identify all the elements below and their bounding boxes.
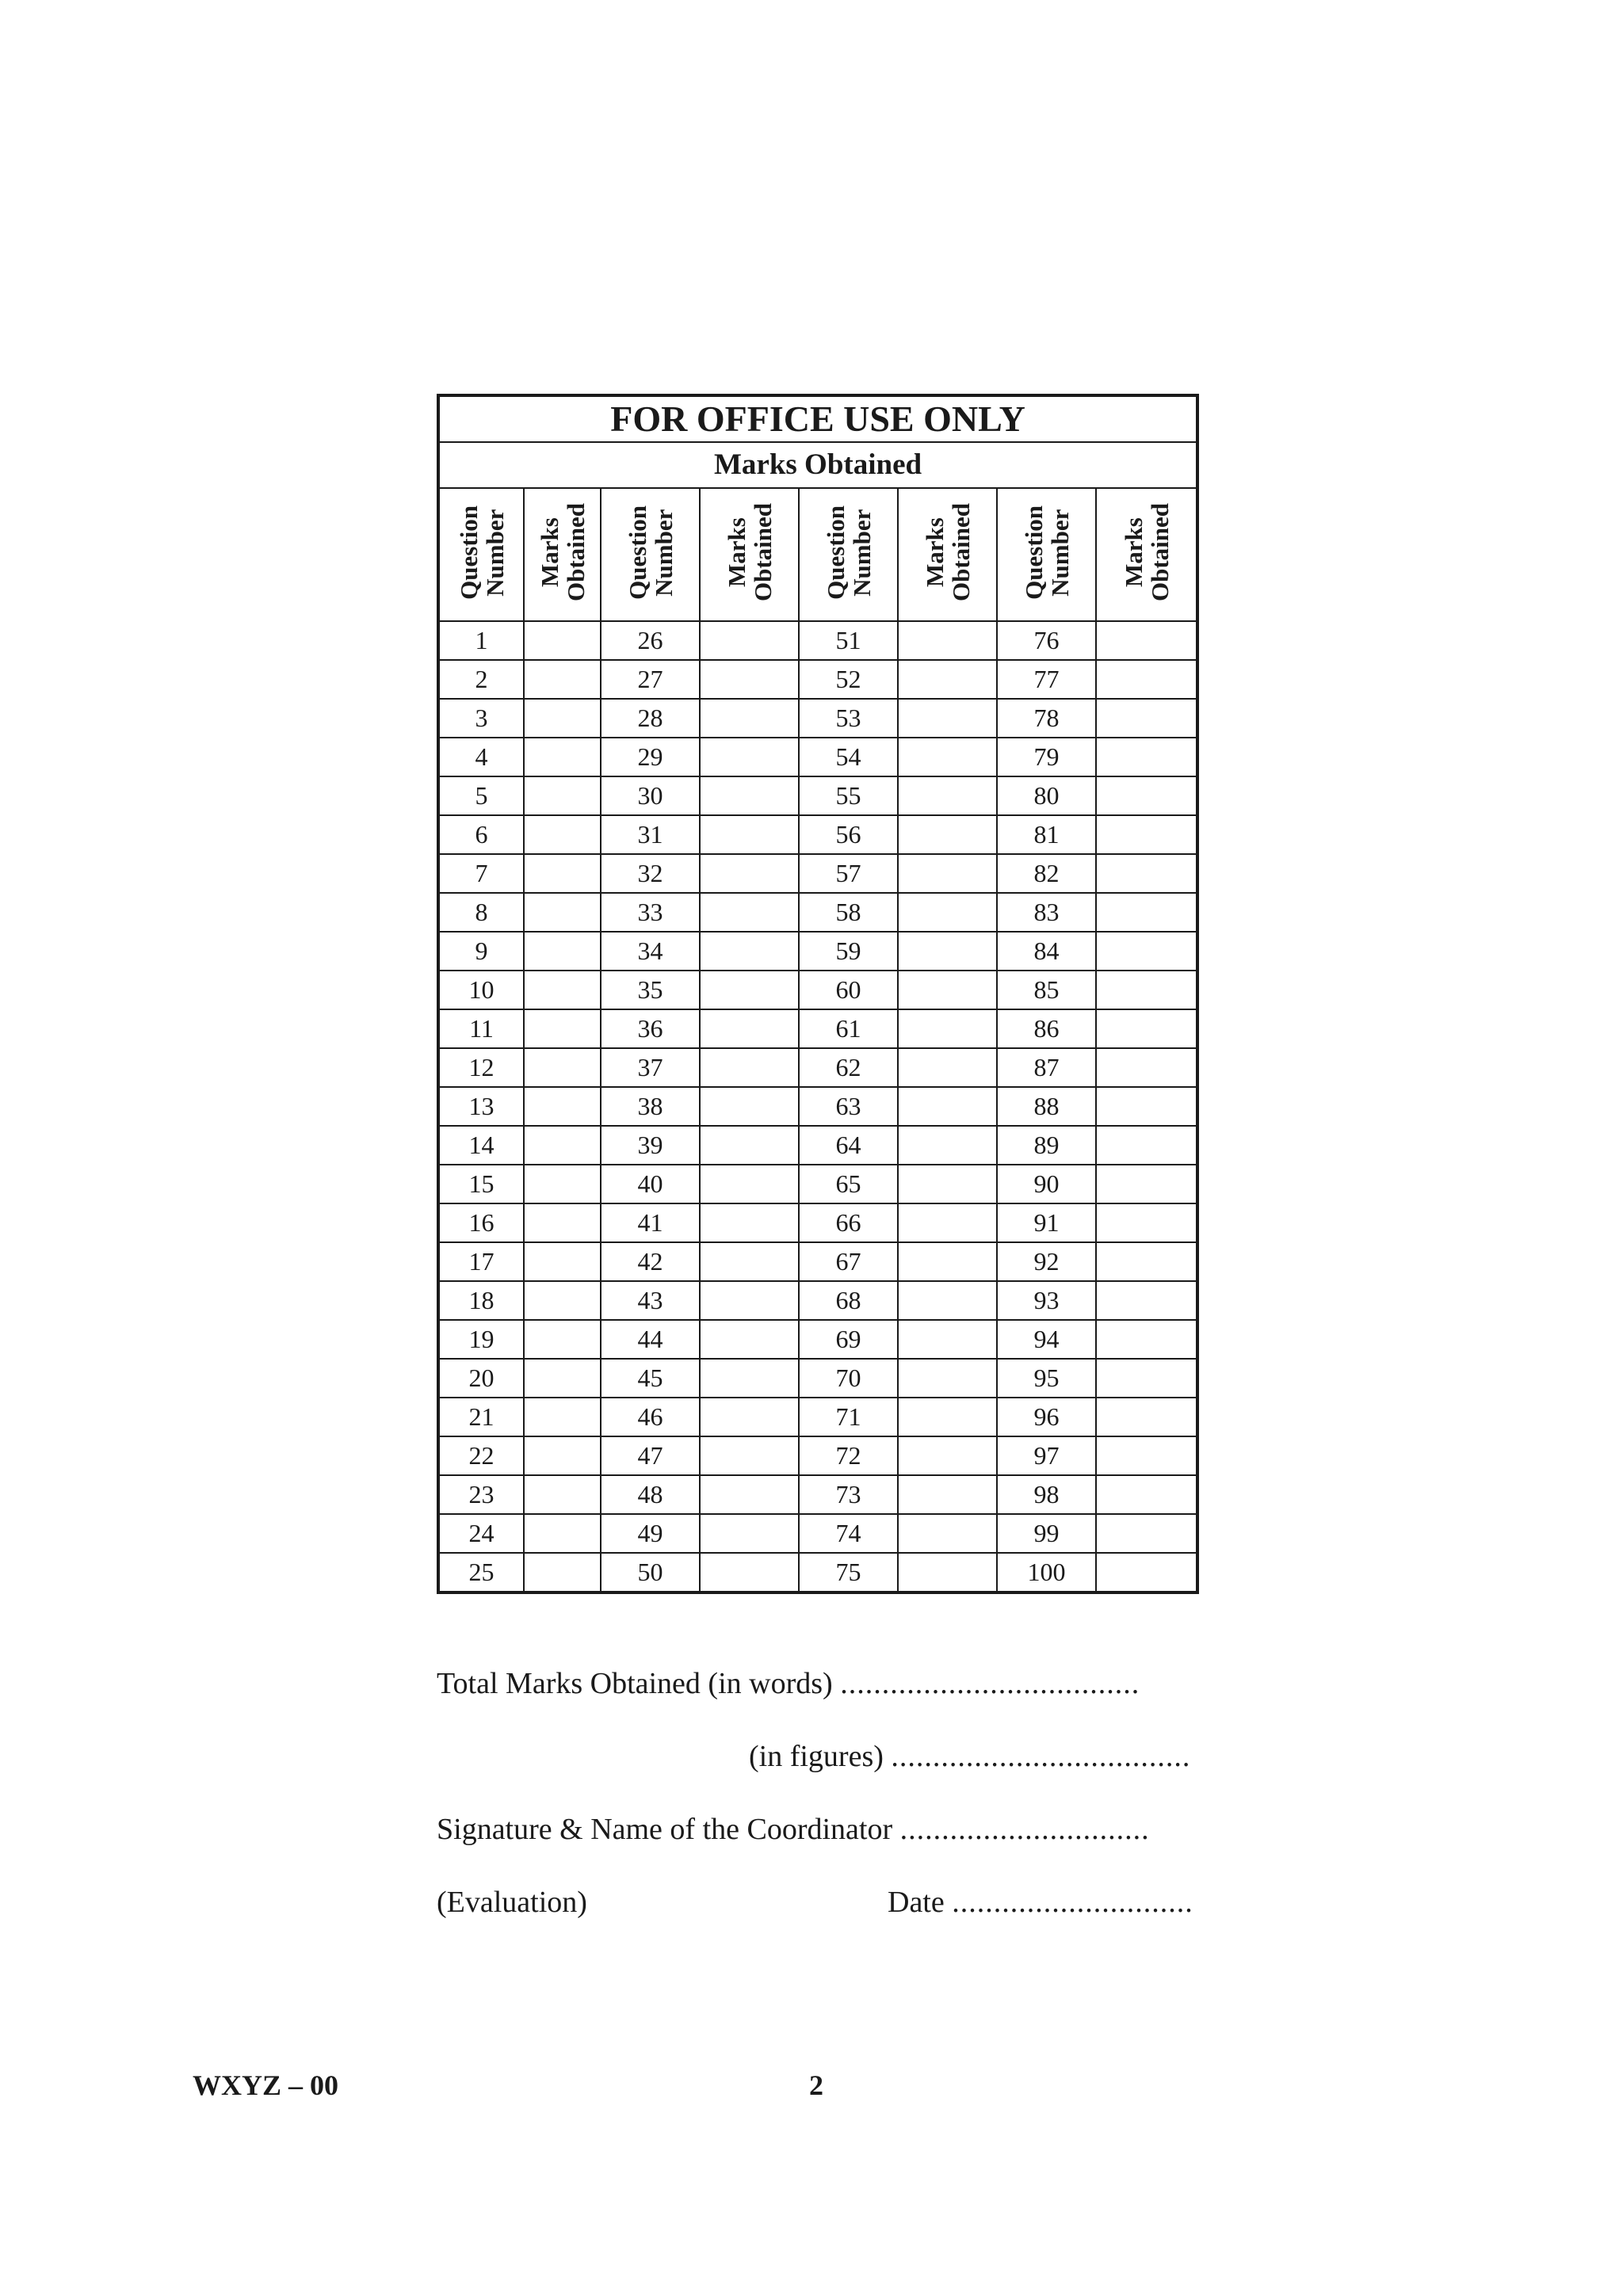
marks-obtained-cell[interactable] bbox=[1096, 1126, 1197, 1165]
question-number-cell: 70 bbox=[799, 1359, 898, 1398]
question-number-cell: 81 bbox=[997, 815, 1096, 854]
marks-obtained-cell[interactable] bbox=[1096, 1281, 1197, 1320]
question-number-cell: 15 bbox=[438, 1165, 524, 1203]
question-number-cell: 4 bbox=[438, 738, 524, 776]
question-number-cell: 89 bbox=[997, 1126, 1096, 1165]
question-number-cell: 97 bbox=[997, 1436, 1096, 1475]
question-number-cell: 87 bbox=[997, 1048, 1096, 1087]
question-number-cell: 75 bbox=[799, 1553, 898, 1592]
marks-obtained-cell[interactable] bbox=[700, 1009, 799, 1048]
table-row bbox=[438, 738, 1197, 776]
marks-obtained-cell[interactable] bbox=[700, 660, 799, 699]
marks-obtained-cell[interactable] bbox=[898, 621, 997, 660]
question-number-cell: 91 bbox=[997, 1203, 1096, 1242]
table-row bbox=[438, 854, 1197, 893]
question-number-cell: 78 bbox=[997, 699, 1096, 738]
question-number-cell: 5 bbox=[438, 776, 524, 815]
question-number-cell: 9 bbox=[438, 932, 524, 971]
marks-obtained-cell[interactable] bbox=[700, 854, 799, 893]
question-number-cell: 21 bbox=[438, 1398, 524, 1436]
table-row bbox=[438, 1087, 1197, 1126]
question-number-cell: 33 bbox=[601, 893, 700, 932]
marks-obtained-cell[interactable] bbox=[524, 1087, 601, 1126]
question-number-cell: 67 bbox=[799, 1242, 898, 1281]
marks-obtained-cell[interactable] bbox=[898, 738, 997, 776]
question-number-cell: 59 bbox=[799, 932, 898, 971]
marks-obtained-cell[interactable] bbox=[700, 1281, 799, 1320]
marks-obtained-header bbox=[898, 488, 997, 621]
marks-obtained-cell[interactable] bbox=[700, 932, 799, 971]
question-number-cell: 18 bbox=[438, 1281, 524, 1320]
question-number-cell: 44 bbox=[601, 1320, 700, 1359]
evaluation-label: (Evaluation) bbox=[437, 1886, 587, 1919]
marks-obtained-cell[interactable] bbox=[1096, 1553, 1197, 1592]
table-row bbox=[438, 776, 1197, 815]
table-row bbox=[438, 1436, 1197, 1475]
total-figures-label: (in figures) bbox=[749, 1740, 884, 1773]
question-number-cell: 36 bbox=[601, 1009, 700, 1048]
question-number-cell: 100 bbox=[997, 1553, 1096, 1592]
marks-obtained-cell[interactable] bbox=[700, 1398, 799, 1436]
table-row bbox=[438, 1048, 1197, 1087]
marks-obtained-cell[interactable] bbox=[524, 1475, 601, 1514]
table-row bbox=[438, 1514, 1197, 1553]
question-number-header bbox=[601, 488, 700, 621]
question-number-cell: 69 bbox=[799, 1320, 898, 1359]
question-number-cell: 8 bbox=[438, 893, 524, 932]
table-row bbox=[438, 1398, 1197, 1436]
marks-obtained-cell[interactable] bbox=[700, 1320, 799, 1359]
column-header-label: Marks Obtained bbox=[920, 503, 975, 602]
question-number-cell: 2 bbox=[438, 660, 524, 699]
marks-obtained-cell[interactable] bbox=[524, 1242, 601, 1281]
marks-obtained-cell[interactable] bbox=[700, 1087, 799, 1126]
marks-obtained-cell[interactable] bbox=[524, 1126, 601, 1165]
table-row bbox=[438, 1359, 1197, 1398]
question-number-cell: 16 bbox=[438, 1203, 524, 1242]
table-row bbox=[438, 932, 1197, 971]
marks-obtained-cell[interactable] bbox=[700, 621, 799, 660]
marks-obtained-cell[interactable] bbox=[524, 1514, 601, 1553]
marks-obtained-cell[interactable] bbox=[700, 815, 799, 854]
question-number-cell: 54 bbox=[799, 738, 898, 776]
question-number-cell: 94 bbox=[997, 1320, 1096, 1359]
marks-obtained-cell[interactable] bbox=[1096, 776, 1197, 815]
office-use-table bbox=[437, 394, 1199, 1594]
marks-obtained-cell[interactable] bbox=[700, 1126, 799, 1165]
question-number-cell: 66 bbox=[799, 1203, 898, 1242]
marks-obtained-cell[interactable] bbox=[524, 815, 601, 854]
marks-obtained-cell[interactable] bbox=[1096, 1475, 1197, 1514]
marks-obtained-cell[interactable] bbox=[700, 971, 799, 1009]
marks-obtained-cell[interactable] bbox=[700, 1436, 799, 1475]
column-header-label: Marks Obtained bbox=[722, 503, 777, 602]
marks-obtained-cell[interactable] bbox=[1096, 1398, 1197, 1436]
marks-obtained-cell[interactable] bbox=[898, 1436, 997, 1475]
marks-obtained-cell[interactable] bbox=[524, 776, 601, 815]
question-number-cell: 7 bbox=[438, 854, 524, 893]
question-number-cell: 88 bbox=[997, 1087, 1096, 1126]
marks-obtained-cell[interactable] bbox=[898, 1203, 997, 1242]
marks-obtained-cell[interactable] bbox=[898, 1514, 997, 1553]
total-words-label: Total Marks Obtained (in words) bbox=[437, 1667, 833, 1700]
marks-obtained-cell[interactable] bbox=[700, 1048, 799, 1087]
question-number-cell: 41 bbox=[601, 1203, 700, 1242]
question-number-cell: 82 bbox=[997, 854, 1096, 893]
question-number-cell: 57 bbox=[799, 854, 898, 893]
marks-obtained-cell[interactable] bbox=[524, 1436, 601, 1475]
marks-obtained-cell[interactable] bbox=[1096, 1009, 1197, 1048]
column-header-label: Question Number bbox=[1019, 505, 1074, 600]
date-field[interactable]: ............................. bbox=[952, 1886, 1193, 1919]
marks-obtained-cell[interactable] bbox=[700, 738, 799, 776]
marks-obtained-cell[interactable] bbox=[700, 1203, 799, 1242]
total-figures-field[interactable]: .................................... bbox=[891, 1740, 1191, 1773]
question-number-cell: 52 bbox=[799, 660, 898, 699]
question-number-cell: 96 bbox=[997, 1398, 1096, 1436]
table-row bbox=[438, 893, 1197, 932]
column-header-label: Question Number bbox=[821, 505, 876, 600]
marks-obtained-cell[interactable] bbox=[1096, 815, 1197, 854]
question-number-cell: 48 bbox=[601, 1475, 700, 1514]
question-number-cell: 56 bbox=[799, 815, 898, 854]
marks-obtained-header bbox=[700, 488, 799, 621]
marks-obtained-cell[interactable] bbox=[1096, 1359, 1197, 1398]
marks-obtained-cell[interactable] bbox=[700, 1242, 799, 1281]
question-number-cell: 34 bbox=[601, 932, 700, 971]
question-number-cell: 74 bbox=[799, 1514, 898, 1553]
paper-code: WXYZ – 00 bbox=[193, 2069, 339, 2101]
question-number-cell: 1 bbox=[438, 621, 524, 660]
table-row bbox=[438, 699, 1197, 738]
question-number-cell: 28 bbox=[601, 699, 700, 738]
table-row bbox=[438, 1475, 1197, 1514]
marks-obtained-cell[interactable] bbox=[700, 699, 799, 738]
question-number-cell: 50 bbox=[601, 1553, 700, 1592]
marks-obtained-cell[interactable] bbox=[700, 1359, 799, 1398]
question-number-cell: 92 bbox=[997, 1242, 1096, 1281]
column-header-label: Question Number bbox=[454, 505, 509, 600]
question-number-cell: 30 bbox=[601, 776, 700, 815]
marks-obtained-cell[interactable] bbox=[524, 932, 601, 971]
question-number-cell: 64 bbox=[799, 1126, 898, 1165]
question-number-cell: 3 bbox=[438, 699, 524, 738]
form-title: FOR OFFICE USE ONLY bbox=[438, 395, 1197, 442]
question-number-cell: 90 bbox=[997, 1165, 1096, 1203]
question-number-cell: 31 bbox=[601, 815, 700, 854]
table-row bbox=[438, 1009, 1197, 1048]
question-number-cell: 24 bbox=[438, 1514, 524, 1553]
marks-obtained-cell[interactable] bbox=[898, 1048, 997, 1087]
question-number-cell: 26 bbox=[601, 621, 700, 660]
marks-obtained-cell[interactable] bbox=[524, 621, 601, 660]
marks-obtained-cell[interactable] bbox=[898, 893, 997, 932]
marks-obtained-cell[interactable] bbox=[524, 1320, 601, 1359]
total-marks-figures-line bbox=[749, 1738, 1190, 1775]
table-row bbox=[438, 815, 1197, 854]
question-number-cell: 49 bbox=[601, 1514, 700, 1553]
marks-obtained-cell[interactable] bbox=[1096, 1242, 1197, 1281]
page-number: 2 bbox=[809, 2069, 823, 2101]
marks-obtained-cell[interactable] bbox=[1096, 1048, 1197, 1087]
marks-obtained-cell[interactable] bbox=[898, 660, 997, 699]
question-number-cell: 61 bbox=[799, 1009, 898, 1048]
marks-obtained-cell[interactable] bbox=[898, 1398, 997, 1436]
question-number-cell: 85 bbox=[997, 971, 1096, 1009]
marks-obtained-cell[interactable] bbox=[524, 738, 601, 776]
marks-obtained-cell[interactable] bbox=[898, 1359, 997, 1398]
marks-obtained-cell[interactable] bbox=[1096, 1165, 1197, 1203]
question-number-cell: 32 bbox=[601, 854, 700, 893]
marks-obtained-cell[interactable] bbox=[524, 854, 601, 893]
question-number-cell: 77 bbox=[997, 660, 1096, 699]
marks-obtained-cell[interactable] bbox=[898, 1165, 997, 1203]
question-number-cell: 10 bbox=[438, 971, 524, 1009]
question-number-cell: 84 bbox=[997, 932, 1096, 971]
marks-obtained-cell[interactable] bbox=[1096, 699, 1197, 738]
marks-obtained-cell[interactable] bbox=[1096, 893, 1197, 932]
question-number-cell: 65 bbox=[799, 1165, 898, 1203]
question-number-cell: 6 bbox=[438, 815, 524, 854]
question-number-cell: 12 bbox=[438, 1048, 524, 1087]
question-number-cell: 46 bbox=[601, 1398, 700, 1436]
marks-obtained-cell[interactable] bbox=[1096, 660, 1197, 699]
marks-obtained-cell[interactable] bbox=[1096, 621, 1197, 660]
question-number-cell: 68 bbox=[799, 1281, 898, 1320]
question-number-header bbox=[438, 488, 524, 621]
question-number-cell: 19 bbox=[438, 1320, 524, 1359]
question-number-cell: 93 bbox=[997, 1281, 1096, 1320]
question-number-cell: 29 bbox=[601, 738, 700, 776]
question-number-cell: 38 bbox=[601, 1087, 700, 1126]
marks-obtained-cell[interactable] bbox=[898, 815, 997, 854]
question-number-cell: 17 bbox=[438, 1242, 524, 1281]
question-number-cell: 20 bbox=[438, 1359, 524, 1398]
marks-obtained-cell[interactable] bbox=[700, 1553, 799, 1592]
signature-label: Signature & Name of the Coordinator bbox=[437, 1813, 893, 1846]
total-words-field[interactable]: .................................... bbox=[840, 1667, 1140, 1700]
marks-obtained-cell[interactable] bbox=[898, 1320, 997, 1359]
marks-obtained-cell[interactable] bbox=[1096, 854, 1197, 893]
date-label: Date bbox=[888, 1886, 945, 1919]
question-number-cell: 42 bbox=[601, 1242, 700, 1281]
question-number-header bbox=[997, 488, 1096, 621]
marks-obtained-cell[interactable] bbox=[898, 971, 997, 1009]
table-row bbox=[438, 1126, 1197, 1165]
marks-obtained-cell[interactable] bbox=[524, 660, 601, 699]
question-number-cell: 76 bbox=[997, 621, 1096, 660]
marks-obtained-cell[interactable] bbox=[898, 699, 997, 738]
marks-obtained-cell[interactable] bbox=[1096, 1436, 1197, 1475]
marks-obtained-cell[interactable] bbox=[898, 1126, 997, 1165]
table-row bbox=[438, 971, 1197, 1009]
question-number-cell: 95 bbox=[997, 1359, 1096, 1398]
marks-obtained-cell[interactable] bbox=[1096, 1514, 1197, 1553]
marks-obtained-cell[interactable] bbox=[524, 1398, 601, 1436]
marks-obtained-cell[interactable] bbox=[1096, 971, 1197, 1009]
marks-obtained-header bbox=[1096, 488, 1197, 621]
table-row bbox=[438, 621, 1197, 660]
marks-obtained-cell[interactable] bbox=[898, 1475, 997, 1514]
marks-obtained-cell[interactable] bbox=[1096, 1320, 1197, 1359]
table-row bbox=[438, 1553, 1197, 1592]
question-number-cell: 55 bbox=[799, 776, 898, 815]
marks-obtained-cell[interactable] bbox=[1096, 738, 1197, 776]
question-number-cell: 58 bbox=[799, 893, 898, 932]
question-number-cell: 37 bbox=[601, 1048, 700, 1087]
question-number-cell: 47 bbox=[601, 1436, 700, 1475]
marks-obtained-cell[interactable] bbox=[524, 1359, 601, 1398]
question-number-cell: 51 bbox=[799, 621, 898, 660]
table-row bbox=[438, 1281, 1197, 1320]
marks-obtained-cell[interactable] bbox=[1096, 1203, 1197, 1242]
marks-obtained-cell[interactable] bbox=[700, 893, 799, 932]
question-number-cell: 86 bbox=[997, 1009, 1096, 1048]
question-number-cell: 71 bbox=[799, 1398, 898, 1436]
marks-obtained-cell[interactable] bbox=[700, 1475, 799, 1514]
column-header-label: Question Number bbox=[623, 505, 678, 600]
question-number-cell: 73 bbox=[799, 1475, 898, 1514]
total-marks-words-line bbox=[437, 1665, 1140, 1702]
question-number-cell: 99 bbox=[997, 1514, 1096, 1553]
marks-obtained-cell[interactable] bbox=[524, 1203, 601, 1242]
question-number-cell: 53 bbox=[799, 699, 898, 738]
column-header-label: Marks Obtained bbox=[1119, 503, 1174, 602]
table-row bbox=[438, 1242, 1197, 1281]
question-number-cell: 25 bbox=[438, 1553, 524, 1592]
marks-obtained-cell[interactable] bbox=[700, 776, 799, 815]
question-number-cell: 35 bbox=[601, 971, 700, 1009]
question-number-cell: 80 bbox=[997, 776, 1096, 815]
question-number-cell: 45 bbox=[601, 1359, 700, 1398]
marks-obtained-header bbox=[524, 488, 601, 621]
marks-obtained-cell[interactable] bbox=[898, 1087, 997, 1126]
table-row bbox=[438, 1320, 1197, 1359]
question-number-cell: 14 bbox=[438, 1126, 524, 1165]
question-number-cell: 11 bbox=[438, 1009, 524, 1048]
question-number-cell: 60 bbox=[799, 971, 898, 1009]
marks-obtained-cell[interactable] bbox=[898, 776, 997, 815]
marks-obtained-cell[interactable] bbox=[898, 932, 997, 971]
signature-field[interactable]: .............................. bbox=[899, 1813, 1150, 1846]
table-row bbox=[438, 1165, 1197, 1203]
question-number-cell: 43 bbox=[601, 1281, 700, 1320]
question-number-cell: 63 bbox=[799, 1087, 898, 1126]
question-number-cell: 40 bbox=[601, 1165, 700, 1203]
column-header-row bbox=[438, 488, 1197, 621]
marks-obtained-cell[interactable] bbox=[524, 1048, 601, 1087]
question-number-cell: 72 bbox=[799, 1436, 898, 1475]
question-number-cell: 62 bbox=[799, 1048, 898, 1087]
marks-obtained-cell[interactable] bbox=[524, 1009, 601, 1048]
marks-obtained-cell[interactable] bbox=[898, 1281, 997, 1320]
question-number-cell: 83 bbox=[997, 893, 1096, 932]
marks-obtained-cell[interactable] bbox=[898, 1553, 997, 1592]
question-number-cell: 98 bbox=[997, 1475, 1096, 1514]
question-number-cell: 27 bbox=[601, 660, 700, 699]
marks-obtained-cell[interactable] bbox=[524, 1281, 601, 1320]
signature-line bbox=[437, 1811, 1150, 1848]
marks-obtained-cell[interactable] bbox=[700, 1165, 799, 1203]
marks-obtained-cell[interactable] bbox=[524, 699, 601, 738]
question-number-cell: 39 bbox=[601, 1126, 700, 1165]
column-header-label: Marks Obtained bbox=[535, 503, 590, 602]
question-number-cell: 23 bbox=[438, 1475, 524, 1514]
table-row bbox=[438, 660, 1197, 699]
marks-obtained-cell[interactable] bbox=[1096, 1087, 1197, 1126]
table-row bbox=[438, 1203, 1197, 1242]
question-number-cell: 13 bbox=[438, 1087, 524, 1126]
marks-obtained-cell[interactable] bbox=[1096, 932, 1197, 971]
question-number-cell: 79 bbox=[997, 738, 1096, 776]
marks-obtained-cell[interactable] bbox=[700, 1514, 799, 1553]
marks-obtained-cell[interactable] bbox=[524, 1553, 601, 1592]
question-number-header bbox=[799, 488, 898, 621]
form-subtitle: Marks Obtained bbox=[438, 442, 1197, 488]
question-number-cell: 22 bbox=[438, 1436, 524, 1475]
marks-obtained-cell[interactable] bbox=[524, 1165, 601, 1203]
date-line bbox=[888, 1884, 1193, 1920]
marks-obtained-cell[interactable] bbox=[524, 893, 601, 932]
marks-obtained-cell[interactable] bbox=[898, 854, 997, 893]
marks-obtained-cell[interactable] bbox=[524, 971, 601, 1009]
marks-obtained-cell[interactable] bbox=[898, 1242, 997, 1281]
marks-obtained-cell[interactable] bbox=[898, 1009, 997, 1048]
